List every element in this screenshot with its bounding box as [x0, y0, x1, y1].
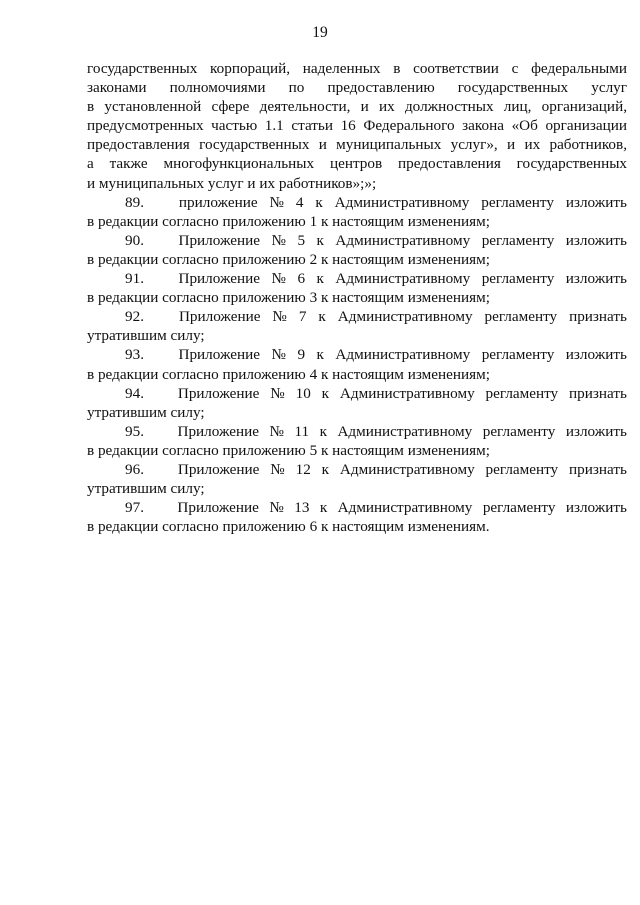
item-first-line — [87, 384, 627, 403]
item-word: изложить — [565, 231, 627, 249]
intro-line: государственных корпораций, наделенных в соответствии с федеральными — [87, 60, 627, 77]
item-word: № — [272, 308, 287, 326]
item-word: № — [269, 499, 284, 517]
item-first-line — [87, 269, 627, 288]
item-word: 5 — [297, 231, 306, 249]
item-continuation: в редакции согласно приложению 3 к настоящим изменениям; — [87, 289, 490, 307]
item-word: Приложение — [178, 308, 261, 326]
item-word: регламенту — [482, 422, 556, 440]
item-word: к — [319, 422, 327, 440]
item-word: Административному — [335, 270, 471, 288]
item-word: 7 — [298, 308, 307, 326]
item-word: регламенту — [481, 231, 555, 249]
item-word: регламенту — [481, 193, 554, 211]
item-word: Приложение — [177, 499, 259, 517]
item-number: 89. — [125, 193, 144, 211]
item-word: изложить — [565, 422, 627, 440]
list-item — [87, 422, 627, 460]
item-number: 97. — [125, 499, 144, 517]
item-word: Административному — [335, 346, 471, 364]
intro-line: и муниципальных услуг и их работников»;»; — [87, 174, 377, 192]
item-number: 94. — [125, 384, 144, 402]
item-word: признать — [569, 308, 627, 326]
item-word: к — [316, 270, 324, 288]
item-word: регламенту — [481, 270, 555, 288]
item-first-line — [87, 460, 627, 479]
intro-line: законами полномочиями по предоставлению государственных услуг — [87, 79, 627, 97]
item-word: изложить — [565, 193, 627, 211]
item-word: регламенту — [485, 460, 559, 478]
item-word: к — [318, 308, 326, 326]
list-item — [87, 307, 627, 345]
item-continuation: утратившим силу; — [87, 480, 205, 498]
item-continuation: утратившим силу; — [87, 327, 205, 345]
item-number: 90. — [125, 231, 144, 249]
item-first-line — [87, 307, 627, 326]
item-continuation: в редакции согласно приложению 4 к настоящим изменениям; — [87, 365, 490, 383]
item-word: регламенту — [482, 499, 556, 517]
item-word: 11 — [294, 422, 310, 440]
list-item — [87, 345, 627, 383]
item-word: к — [321, 384, 330, 402]
intro-line: в установленной сфере деятельности, и их должностных лиц, организаций, — [87, 98, 627, 116]
list-item — [87, 498, 627, 536]
item-number: 91. — [125, 270, 144, 288]
item-word: № — [271, 346, 286, 364]
item-word: изложить — [565, 499, 627, 517]
item-word: Приложение — [178, 231, 260, 249]
list-item — [87, 384, 627, 422]
item-word: Административному — [337, 308, 473, 326]
list-item — [87, 231, 627, 269]
page-number: 19 — [312, 24, 328, 41]
item-word: 12 — [295, 460, 311, 478]
item-word: № — [269, 193, 284, 211]
item-word: 10 — [295, 384, 311, 402]
item-word: Административному — [335, 231, 471, 249]
intro-paragraph — [87, 59, 627, 193]
intro-line: предусмотренных частью 1.1 статьи 16 Федерального закона «Об организации — [87, 117, 627, 135]
item-number: 93. — [125, 346, 144, 364]
item-number: 95. — [125, 422, 144, 440]
item-word: к — [316, 231, 324, 249]
item-word: № — [271, 231, 286, 249]
list-item — [87, 269, 627, 307]
item-first-line — [87, 193, 627, 212]
item-word: к — [315, 193, 323, 211]
item-word: к — [319, 499, 328, 517]
item-word: признать — [569, 384, 627, 402]
item-word: Приложение — [178, 270, 260, 288]
item-word: Административному — [339, 460, 475, 478]
item-first-line — [87, 345, 627, 364]
item-continuation: в редакции согласно приложению 2 к настоящим изменениям; — [87, 250, 490, 268]
item-word: 9 — [297, 346, 306, 364]
item-word: приложение — [178, 193, 258, 211]
item-word: № — [270, 460, 285, 478]
item-word: регламенту — [481, 346, 555, 364]
item-first-line — [87, 422, 627, 441]
item-word: Приложение — [177, 460, 260, 478]
item-word: изложить — [565, 270, 627, 288]
item-first-line — [87, 498, 627, 517]
item-word: к — [321, 460, 330, 478]
item-word: Административному — [334, 193, 470, 211]
item-word: Административному — [337, 499, 473, 517]
item-word: Приложение — [177, 422, 259, 440]
item-word: 13 — [294, 499, 310, 517]
intro-line: предоставления государственных и муниципальных услуг», и их работников, — [87, 136, 627, 154]
item-word: 4 — [295, 193, 304, 211]
item-continuation: утратившим силу; — [87, 403, 205, 421]
item-continuation: в редакции согласно приложению 1 к настоящим изменениям; — [87, 212, 490, 230]
item-first-line — [87, 231, 627, 250]
item-word: регламенту — [485, 384, 559, 402]
item-continuation: в редакции согласно приложению 5 к настоящим изменениям; — [87, 441, 490, 459]
item-word: регламенту — [484, 308, 558, 326]
item-word: № — [270, 384, 285, 402]
item-word: к — [316, 346, 324, 364]
intro-line: а также многофункциональных центров предоставления государственных — [87, 155, 627, 173]
list-item — [87, 460, 627, 498]
item-word: признать — [569, 460, 627, 478]
item-word: № — [271, 270, 286, 288]
list-item — [87, 193, 627, 231]
document-body — [87, 59, 627, 536]
item-number: 92. — [125, 308, 144, 326]
item-continuation: в редакции согласно приложению 6 к настоящим изменениям. — [87, 518, 490, 536]
item-word: № — [269, 422, 284, 440]
item-word: 6 — [297, 270, 306, 288]
item-number: 96. — [125, 460, 144, 478]
item-word: Административному — [339, 384, 475, 402]
item-word: изложить — [565, 346, 627, 364]
item-word: Приложение — [178, 346, 260, 364]
item-word: Административному — [337, 422, 473, 440]
item-word: Приложение — [177, 384, 260, 402]
